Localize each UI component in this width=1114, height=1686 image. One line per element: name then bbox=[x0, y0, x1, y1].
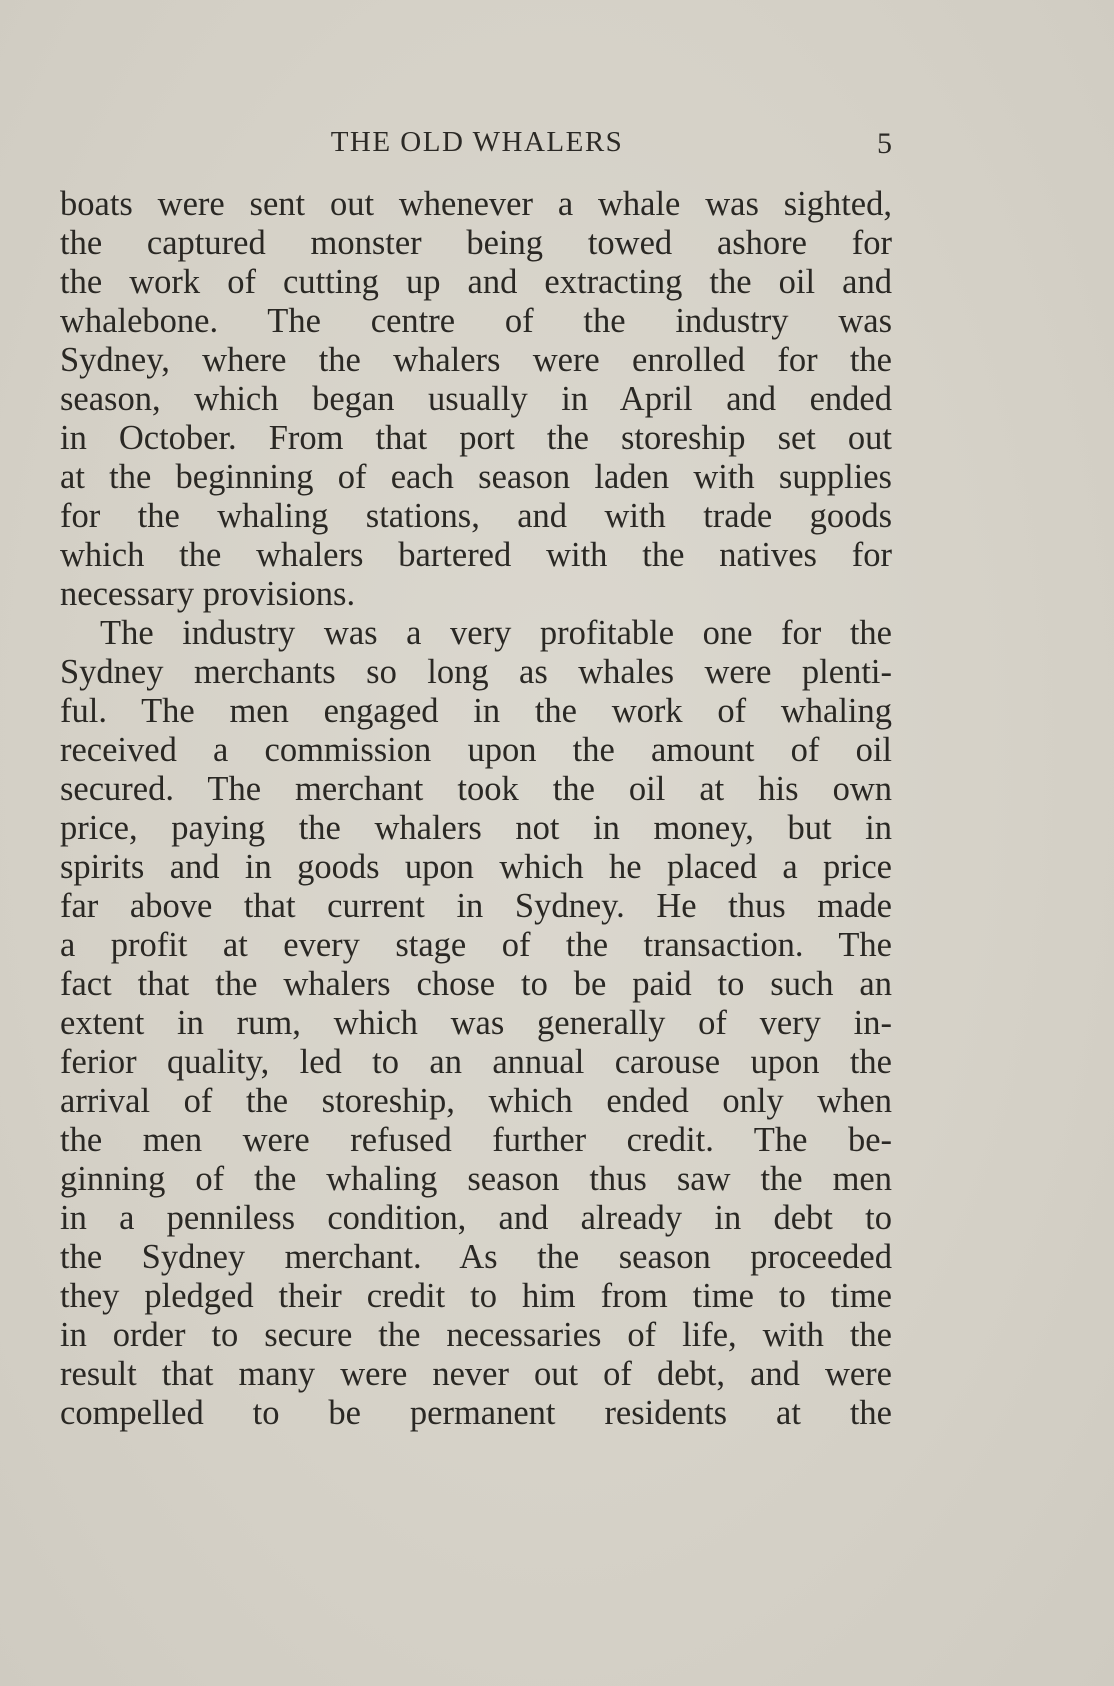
text-line: price, paying the whalers not in money, but in bbox=[60, 809, 892, 847]
text-line: season, which began usually in April and ended bbox=[60, 380, 892, 418]
text-line: boats were sent out whenever a whale was sighted, bbox=[60, 185, 892, 223]
text-line: ful. The men engaged in the work of whaling bbox=[60, 692, 892, 730]
page-number: 5 bbox=[877, 127, 892, 160]
text-line: in a penniless condition, and already in debt to bbox=[60, 1199, 892, 1237]
text-line: the Sydney merchant. As the season proceeded bbox=[60, 1238, 892, 1276]
text-line: at the beginning of each season laden with supplies bbox=[60, 458, 892, 496]
text-line: necessary provisions. bbox=[60, 575, 356, 613]
text-line: whalebone. The centre of the industry was bbox=[60, 302, 892, 340]
text-line: extent in rum, which was generally of very in- bbox=[60, 1004, 892, 1042]
text-line: received a commission upon the amount of oil bbox=[60, 731, 892, 769]
text-line: the men were refused further credit. The be- bbox=[60, 1121, 892, 1159]
text-line: fact that the whalers chose to be paid to such an bbox=[60, 965, 892, 1003]
text-line: which the whalers bartered with the natives for bbox=[60, 536, 892, 574]
text-line: The industry was a very profitable one for the bbox=[100, 614, 892, 652]
text-line: in October. From that port the storeship set out bbox=[60, 419, 892, 457]
text-line: the captured monster being towed ashore for bbox=[60, 224, 892, 262]
text-line: for the whaling stations, and with trade goods bbox=[60, 497, 892, 535]
text-line: ferior quality, led to an annual carouse upon the bbox=[60, 1043, 892, 1081]
running-head bbox=[62, 122, 892, 162]
text-line: a profit at every stage of the transaction. The bbox=[60, 926, 892, 964]
text-line: Sydney merchants so long as whales were plenti- bbox=[60, 653, 892, 691]
text-line: spirits and in goods upon which he placed a price bbox=[60, 848, 892, 886]
text-line: arrival of the storeship, which ended only when bbox=[60, 1082, 892, 1120]
running-title: THE OLD WHALERS bbox=[330, 126, 624, 158]
text-line: they pledged their credit to him from time to time bbox=[60, 1277, 892, 1315]
text-line: result that many were never out of debt, and were bbox=[60, 1355, 892, 1393]
text-line: Sydney, where the whalers were enrolled for the bbox=[60, 341, 892, 379]
text-line: the work of cutting up and extracting the oil and bbox=[60, 263, 892, 301]
text-line: secured. The merchant took the oil at his own bbox=[60, 770, 892, 808]
text-line: far above that current in Sydney. He thus made bbox=[60, 887, 892, 925]
text-line: in order to secure the necessaries of life, with the bbox=[60, 1316, 892, 1354]
body-text bbox=[60, 185, 892, 1433]
text-line: compelled to be permanent residents at the bbox=[60, 1394, 892, 1432]
text-line: ginning of the whaling season thus saw the men bbox=[60, 1160, 892, 1198]
